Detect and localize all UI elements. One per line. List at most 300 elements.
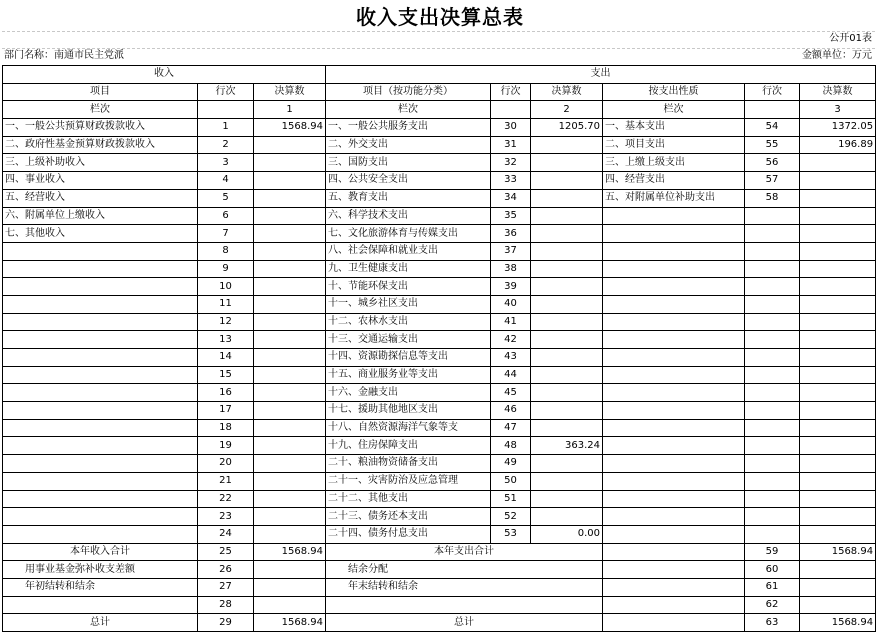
income-row-no: 27 — [198, 578, 254, 596]
econ-expense-item — [603, 207, 745, 225]
func-expense-row-no: 45 — [491, 384, 531, 402]
income-amount — [254, 490, 326, 508]
func-expense-amount — [531, 313, 603, 331]
income-item — [3, 508, 198, 526]
econ-expense-row-no — [745, 455, 800, 473]
econ-expense-amount — [800, 384, 876, 402]
econ-expense-row-no — [745, 331, 800, 349]
col-index-3: 3 — [800, 101, 876, 119]
table-row — [3, 490, 876, 508]
func-expense-amount — [531, 136, 603, 154]
econ-expense-amount: 1372.05 — [800, 119, 876, 137]
econ-expense-item: 三、上缴上级支出 — [603, 154, 745, 172]
income-row-no: 24 — [198, 525, 254, 543]
table-row — [3, 260, 876, 278]
col-row-no-header: 行次 — [745, 83, 800, 101]
econ-expense-row-no — [745, 207, 800, 225]
expense-header: 支出 — [326, 66, 876, 84]
econ-expense-amount: 196.89 — [800, 136, 876, 154]
func-expense-amount — [531, 242, 603, 260]
income-amount — [254, 242, 326, 260]
header-row-columns — [3, 83, 876, 101]
econ-expense-row-no — [745, 490, 800, 508]
table-row — [3, 508, 876, 526]
amount-unit: 金额单位：万元 — [802, 50, 872, 61]
income-item — [3, 419, 198, 437]
income-item — [3, 242, 198, 260]
func-expense-amount — [531, 508, 603, 526]
income-row-no: 14 — [198, 349, 254, 367]
department-name: 部门名称：南通市民主党派 — [4, 50, 124, 61]
col-index-2: 2 — [531, 101, 603, 119]
func-expense-row-no: 34 — [491, 189, 531, 207]
econ-expense-item — [603, 437, 745, 455]
econ-expense-row-no — [745, 402, 800, 420]
income-item — [3, 437, 198, 455]
income-row-no: 16 — [198, 384, 254, 402]
func-expense-item: 十一、城乡社区支出 — [326, 295, 491, 313]
table-row — [3, 189, 876, 207]
econ-expense-amount — [800, 154, 876, 172]
expense-amount — [800, 561, 876, 579]
table-row — [3, 525, 876, 543]
income-amount: 1568.94 — [254, 119, 326, 137]
table-row — [3, 225, 876, 243]
func-expense-item: 十二、农林水支出 — [326, 313, 491, 331]
econ-expense-item — [603, 225, 745, 243]
func-expense-row-no: 51 — [491, 490, 531, 508]
income-amount — [254, 349, 326, 367]
income-amount: 1568.94 — [254, 543, 326, 561]
income-amount — [254, 508, 326, 526]
table-row — [3, 136, 876, 154]
col-amount-header: 决算数 — [254, 83, 326, 101]
col-index-label: 栏次 — [3, 101, 198, 119]
func-expense-item: 二十二、其他支出 — [326, 490, 491, 508]
econ-expense-amount — [800, 189, 876, 207]
income-row-no: 9 — [198, 260, 254, 278]
func-expense-row-no: 42 — [491, 331, 531, 349]
table-row — [3, 242, 876, 260]
func-expense-item: 二十、粮油物资储备支出 — [326, 455, 491, 473]
income-row-no: 11 — [198, 295, 254, 313]
income-item — [3, 472, 198, 490]
func-expense-row-no: 32 — [491, 154, 531, 172]
func-expense-item: 十三、交通运输支出 — [326, 331, 491, 349]
econ-expense-amount — [800, 278, 876, 296]
func-expense-amount — [531, 172, 603, 190]
econ-expense-row-no: 57 — [745, 172, 800, 190]
econ-expense-amount — [800, 437, 876, 455]
econ-expense-item — [603, 349, 745, 367]
econ-expense-item — [603, 295, 745, 313]
table-row — [3, 331, 876, 349]
func-expense-row-no: 38 — [491, 260, 531, 278]
income-item: 七、其他收入 — [3, 225, 198, 243]
econ-expense-amount — [800, 207, 876, 225]
col-func-item-header: 项目（按功能分类） — [326, 83, 491, 101]
income-summary-item: 用事业基金弥补收支差额 — [3, 561, 198, 579]
func-expense-amount — [531, 260, 603, 278]
income-row-no: 4 — [198, 172, 254, 190]
table-row — [3, 207, 876, 225]
func-expense-amount — [531, 366, 603, 384]
income-header: 收入 — [3, 66, 326, 84]
econ-expense-row-no — [745, 313, 800, 331]
func-expense-row-no: 46 — [491, 402, 531, 420]
func-expense-amount — [531, 402, 603, 420]
econ-expense-row-no — [745, 525, 800, 543]
func-expense-row-no: 31 — [491, 136, 531, 154]
econ-expense-row-no — [745, 349, 800, 367]
income-item — [3, 525, 198, 543]
empty-cell — [603, 596, 745, 614]
table-row — [3, 154, 876, 172]
expense-summary-item: 本年支出合计 — [326, 543, 603, 561]
econ-expense-amount — [800, 455, 876, 473]
income-summary-item: 本年收入合计 — [3, 543, 198, 561]
func-expense-item: 十六、金融支出 — [326, 384, 491, 402]
income-item — [3, 455, 198, 473]
table-body — [3, 66, 876, 632]
income-item — [3, 331, 198, 349]
func-expense-row-no: 39 — [491, 278, 531, 296]
expense-amount: 1568.94 — [800, 543, 876, 561]
econ-expense-amount — [800, 472, 876, 490]
func-expense-amount — [531, 295, 603, 313]
income-amount — [254, 136, 326, 154]
income-amount — [254, 295, 326, 313]
func-expense-item: 九、卫生健康支出 — [326, 260, 491, 278]
expense-row-no: 63 — [745, 614, 800, 632]
income-amount — [254, 154, 326, 172]
income-expense-table — [2, 65, 876, 632]
summary-row — [3, 561, 876, 579]
econ-expense-amount — [800, 402, 876, 420]
expense-amount — [800, 596, 876, 614]
econ-expense-amount — [800, 295, 876, 313]
econ-expense-item — [603, 242, 745, 260]
col-row-no-header: 行次 — [198, 83, 254, 101]
econ-expense-amount — [800, 419, 876, 437]
econ-expense-item: 五、对附属单位补助支出 — [603, 189, 745, 207]
page-title: 收入支出决算总表 — [356, 5, 524, 29]
table-row — [3, 278, 876, 296]
income-amount — [254, 172, 326, 190]
income-amount — [254, 596, 326, 614]
table-row — [3, 419, 876, 437]
econ-expense-item — [603, 402, 745, 420]
income-amount — [254, 419, 326, 437]
func-expense-amount — [531, 154, 603, 172]
income-row-no: 23 — [198, 508, 254, 526]
income-item — [3, 366, 198, 384]
econ-expense-item — [603, 313, 745, 331]
econ-expense-item: 二、项目支出 — [603, 136, 745, 154]
econ-expense-item — [603, 508, 745, 526]
func-expense-item: 八、社会保障和就业支出 — [326, 242, 491, 260]
econ-expense-item — [603, 366, 745, 384]
income-amount — [254, 384, 326, 402]
meta-row — [2, 47, 875, 65]
func-expense-item: 十五、商业服务业等支出 — [326, 366, 491, 384]
func-expense-item: 五、教育支出 — [326, 189, 491, 207]
income-amount — [254, 260, 326, 278]
income-amount — [254, 472, 326, 490]
econ-expense-row-no: 58 — [745, 189, 800, 207]
econ-expense-amount — [800, 525, 876, 543]
empty-cell — [603, 561, 745, 579]
table-row — [3, 384, 876, 402]
income-item: 四、事业收入 — [3, 172, 198, 190]
form-number-row — [2, 30, 875, 48]
func-expense-item: 十八、自然资源海洋气象等支 — [326, 419, 491, 437]
income-item: 三、上级补助收入 — [3, 154, 198, 172]
income-row-no: 25 — [198, 543, 254, 561]
col-econ-item-header: 按支出性质 — [603, 83, 745, 101]
econ-expense-item — [603, 490, 745, 508]
income-row-no: 21 — [198, 472, 254, 490]
income-item — [3, 402, 198, 420]
income-row-no: 10 — [198, 278, 254, 296]
econ-expense-amount — [800, 366, 876, 384]
empty-cell — [491, 101, 531, 119]
func-expense-row-no: 47 — [491, 419, 531, 437]
income-amount — [254, 437, 326, 455]
econ-expense-row-no — [745, 472, 800, 490]
func-expense-amount — [531, 189, 603, 207]
empty-cell — [198, 101, 254, 119]
expense-row-no: 62 — [745, 596, 800, 614]
income-item — [3, 278, 198, 296]
econ-expense-item: 一、基本支出 — [603, 119, 745, 137]
empty-cell — [603, 578, 745, 596]
econ-expense-amount — [800, 490, 876, 508]
func-expense-item: 二、外交支出 — [326, 136, 491, 154]
income-item — [3, 313, 198, 331]
func-expense-item: 十七、援助其他地区支出 — [326, 402, 491, 420]
func-expense-amount: 363.24 — [531, 437, 603, 455]
func-expense-row-no: 40 — [491, 295, 531, 313]
summary-row — [3, 543, 876, 561]
econ-expense-amount — [800, 260, 876, 278]
func-expense-row-no: 43 — [491, 349, 531, 367]
summary-row — [3, 614, 876, 632]
income-amount — [254, 366, 326, 384]
income-summary-item — [3, 596, 198, 614]
econ-expense-amount — [800, 313, 876, 331]
form-number: 公开01表 — [829, 33, 872, 44]
econ-expense-row-no — [745, 225, 800, 243]
income-row-no: 13 — [198, 331, 254, 349]
func-expense-item: 四、公共安全支出 — [326, 172, 491, 190]
func-expense-amount — [531, 225, 603, 243]
table-row — [3, 119, 876, 137]
econ-expense-row-no: 55 — [745, 136, 800, 154]
func-expense-row-no: 37 — [491, 242, 531, 260]
table-row — [3, 349, 876, 367]
income-item — [3, 260, 198, 278]
econ-expense-amount — [800, 172, 876, 190]
func-expense-amount — [531, 472, 603, 490]
func-expense-row-no: 30 — [491, 119, 531, 137]
expense-row-no: 59 — [745, 543, 800, 561]
econ-expense-item — [603, 278, 745, 296]
income-amount — [254, 455, 326, 473]
func-expense-amount — [531, 349, 603, 367]
col-index-label: 栏次 — [326, 101, 491, 119]
income-row-no: 1 — [198, 119, 254, 137]
expense-amount: 1568.94 — [800, 614, 876, 632]
func-expense-item: 六、科学技术支出 — [326, 207, 491, 225]
header-row-column-index — [3, 101, 876, 119]
income-item: 六、附属单位上缴收入 — [3, 207, 198, 225]
econ-expense-amount — [800, 225, 876, 243]
income-amount — [254, 402, 326, 420]
table-row — [3, 172, 876, 190]
col-amount-header: 决算数 — [531, 83, 603, 101]
expense-row-no: 60 — [745, 561, 800, 579]
func-expense-row-no: 41 — [491, 313, 531, 331]
income-row-no: 18 — [198, 419, 254, 437]
func-expense-amount — [531, 490, 603, 508]
econ-expense-row-no — [745, 295, 800, 313]
income-amount — [254, 331, 326, 349]
income-summary-item: 总计 — [3, 614, 198, 632]
func-expense-item: 七、文化旅游体育与传媒支出 — [326, 225, 491, 243]
header-row-section — [3, 66, 876, 84]
func-expense-item: 二十三、债务还本支出 — [326, 508, 491, 526]
income-amount — [254, 561, 326, 579]
expense-row-no: 61 — [745, 578, 800, 596]
econ-expense-amount — [800, 242, 876, 260]
income-row-no: 19 — [198, 437, 254, 455]
econ-expense-row-no — [745, 366, 800, 384]
econ-expense-amount — [800, 349, 876, 367]
expense-summary-item: 年末结转和结余 — [326, 578, 603, 596]
econ-expense-item — [603, 419, 745, 437]
func-expense-row-no: 44 — [491, 366, 531, 384]
summary-row — [3, 596, 876, 614]
income-row-no: 28 — [198, 596, 254, 614]
income-item — [3, 384, 198, 402]
income-row-no: 12 — [198, 313, 254, 331]
econ-expense-row-no — [745, 242, 800, 260]
func-expense-amount — [531, 384, 603, 402]
income-amount — [254, 189, 326, 207]
econ-expense-item — [603, 472, 745, 490]
func-expense-row-no: 49 — [491, 455, 531, 473]
income-row-no: 2 — [198, 136, 254, 154]
income-summary-item: 年初结转和结余 — [3, 578, 198, 596]
econ-expense-row-no — [745, 384, 800, 402]
empty-cell — [745, 101, 800, 119]
col-row-no-header: 行次 — [491, 83, 531, 101]
income-item: 一、一般公共预算财政拨款收入 — [3, 119, 198, 137]
col-index-1: 1 — [254, 101, 326, 119]
col-item-header: 项目 — [3, 83, 198, 101]
table-row — [3, 455, 876, 473]
econ-expense-row-no: 54 — [745, 119, 800, 137]
econ-expense-item: 四、经营支出 — [603, 172, 745, 190]
income-row-no: 26 — [198, 561, 254, 579]
func-expense-item: 二十四、债务付息支出 — [326, 525, 491, 543]
econ-expense-item — [603, 455, 745, 473]
income-row-no: 17 — [198, 402, 254, 420]
func-expense-item: 十九、住房保障支出 — [326, 437, 491, 455]
table-row — [3, 295, 876, 313]
income-amount — [254, 278, 326, 296]
func-expense-row-no: 50 — [491, 472, 531, 490]
income-row-no: 6 — [198, 207, 254, 225]
income-item — [3, 490, 198, 508]
func-expense-row-no: 52 — [491, 508, 531, 526]
income-row-no: 29 — [198, 614, 254, 632]
table-row — [3, 437, 876, 455]
func-expense-amount — [531, 278, 603, 296]
econ-expense-amount — [800, 508, 876, 526]
empty-cell — [603, 543, 745, 561]
econ-expense-item — [603, 525, 745, 543]
income-amount — [254, 207, 326, 225]
expense-summary-item: 结余分配 — [326, 561, 603, 579]
econ-expense-row-no — [745, 278, 800, 296]
econ-expense-amount — [800, 331, 876, 349]
table-row — [3, 366, 876, 384]
col-index-label: 栏次 — [603, 101, 745, 119]
econ-expense-row-no — [745, 419, 800, 437]
econ-expense-row-no — [745, 260, 800, 278]
func-expense-row-no: 35 — [491, 207, 531, 225]
table-row — [3, 313, 876, 331]
econ-expense-row-no — [745, 508, 800, 526]
econ-expense-row-no: 56 — [745, 154, 800, 172]
econ-expense-item — [603, 260, 745, 278]
income-item — [3, 295, 198, 313]
expense-amount — [800, 578, 876, 596]
expense-summary-item — [326, 596, 603, 614]
col-amount-header: 决算数 — [800, 83, 876, 101]
empty-cell — [603, 614, 745, 632]
func-expense-amount — [531, 331, 603, 349]
income-row-no: 20 — [198, 455, 254, 473]
expense-summary-item: 总计 — [326, 614, 603, 632]
func-expense-row-no: 36 — [491, 225, 531, 243]
summary-row — [3, 578, 876, 596]
func-expense-amount: 1205.70 — [531, 119, 603, 137]
func-expense-amount: 0.00 — [531, 525, 603, 543]
econ-expense-item — [603, 384, 745, 402]
func-expense-row-no: 48 — [491, 437, 531, 455]
table-row — [3, 472, 876, 490]
income-amount: 1568.94 — [254, 614, 326, 632]
func-expense-row-no: 53 — [491, 525, 531, 543]
func-expense-item: 十四、资源勘探信息等支出 — [326, 349, 491, 367]
func-expense-amount — [531, 455, 603, 473]
func-expense-item: 三、国防支出 — [326, 154, 491, 172]
func-expense-amount — [531, 419, 603, 437]
econ-expense-row-no — [745, 437, 800, 455]
income-amount — [254, 525, 326, 543]
income-amount — [254, 313, 326, 331]
func-expense-row-no: 33 — [491, 172, 531, 190]
func-expense-item: 一、一般公共服务支出 — [326, 119, 491, 137]
income-amount — [254, 578, 326, 596]
income-row-no: 8 — [198, 242, 254, 260]
income-amount — [254, 225, 326, 243]
func-expense-item: 二十一、灾害防治及应急管理 — [326, 472, 491, 490]
income-item: 二、政府性基金预算财政拨款收入 — [3, 136, 198, 154]
